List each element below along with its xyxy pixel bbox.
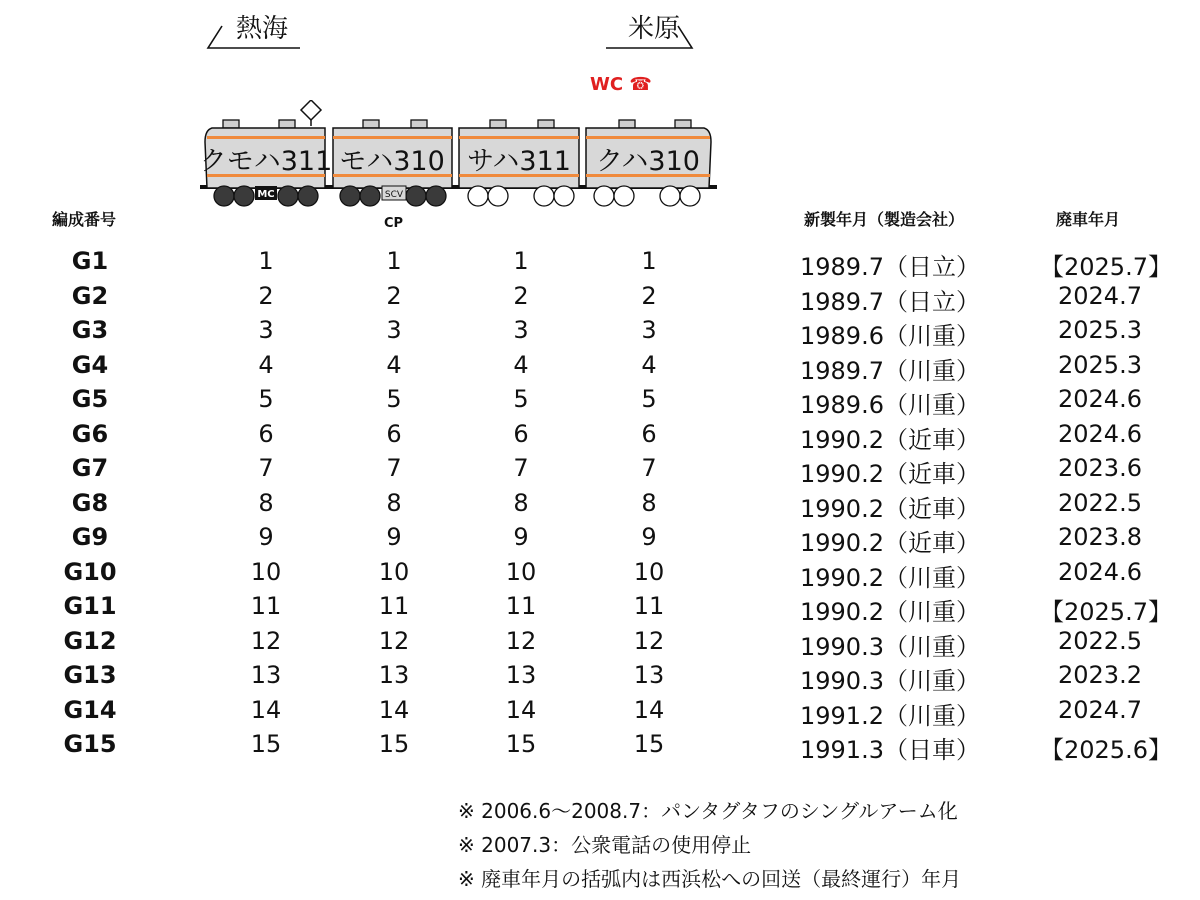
table-row: G5 5 5 5 5 1989.6（川重） 2024.6 <box>71 385 1142 419</box>
svg-text:SCV: SCV <box>384 190 404 200</box>
pantograph-icon <box>301 100 321 126</box>
svg-text:MC: MC <box>257 189 275 200</box>
table-row: G8 8 8 8 8 1990.2（近車） 2022.5 <box>71 489 1142 523</box>
footnote: ※ 2006.6〜2008.7：パンタグタフのシングルアーム化 <box>458 799 958 823</box>
svg-text:クモハ311: クモハ311 <box>199 146 333 177</box>
table-row: G11 11 11 11 11 1990.2（川重） 【2025.7】 <box>63 592 1172 626</box>
footnote: ※ 2007.3：公衆電話の使用停止 <box>458 833 752 857</box>
svg-text:クハ310: クハ310 <box>596 146 700 177</box>
table-row: G4 4 4 4 4 1989.7（川重） 2025.3 <box>71 351 1142 385</box>
car-1 <box>200 120 333 188</box>
car-4 <box>586 120 711 188</box>
table-row: G7 7 7 7 7 1990.2（近車） 2023.6 <box>71 454 1142 488</box>
table-row: G14 14 14 14 14 1991.2（川重） 2024.7 <box>63 696 1142 730</box>
svg-text:モハ310: モハ310 <box>339 146 445 177</box>
wc-label: WC ☎ <box>590 74 652 95</box>
header-built: 新製年月（製造会社） <box>804 210 965 229</box>
footnote: ※ 廃車年月の括弧内は西浜松への回送（最終運行）年月 <box>458 867 962 891</box>
table-row: G12 12 12 12 12 1990.3（川重） 2022.5 <box>63 627 1142 661</box>
direction-right-label: 米原 <box>628 14 681 44</box>
table-row: G3 3 3 3 3 1989.6（川重） 2025.3 <box>71 316 1142 350</box>
table-row: G1 1 1 1 1 1989.7（日立） 【2025.7】 <box>71 247 1172 281</box>
direction-left-label: 熱海 <box>236 14 289 44</box>
table-row: G9 9 9 9 9 1990.2（近車） 2023.8 <box>71 523 1142 557</box>
svg-text:サハ311: サハ311 <box>467 146 571 177</box>
footnotes <box>458 794 961 896</box>
mc-badge <box>255 186 277 200</box>
table-row: G2 2 2 2 2 1989.7（日立） 2024.7 <box>71 282 1142 316</box>
car-3 <box>459 120 579 188</box>
scv-badge <box>382 186 406 200</box>
header-formation: 編成番号 <box>52 210 117 229</box>
header-retired: 廃車年月 <box>1056 210 1121 229</box>
phone-icon: ☎ <box>629 74 652 95</box>
train-diagram <box>195 100 725 215</box>
cp-label: CP <box>384 216 404 231</box>
table-row: G10 10 10 10 10 1990.2（川重） 2024.6 <box>63 558 1142 592</box>
table-row: G6 6 6 6 6 1990.2（近車） 2024.6 <box>71 420 1142 454</box>
table-row: G13 13 13 13 13 1990.3（川重） 2023.2 <box>63 661 1142 695</box>
table-row: G15 15 15 15 15 1991.3（日車） 【2025.6】 <box>63 730 1172 764</box>
car-2 <box>333 120 452 188</box>
